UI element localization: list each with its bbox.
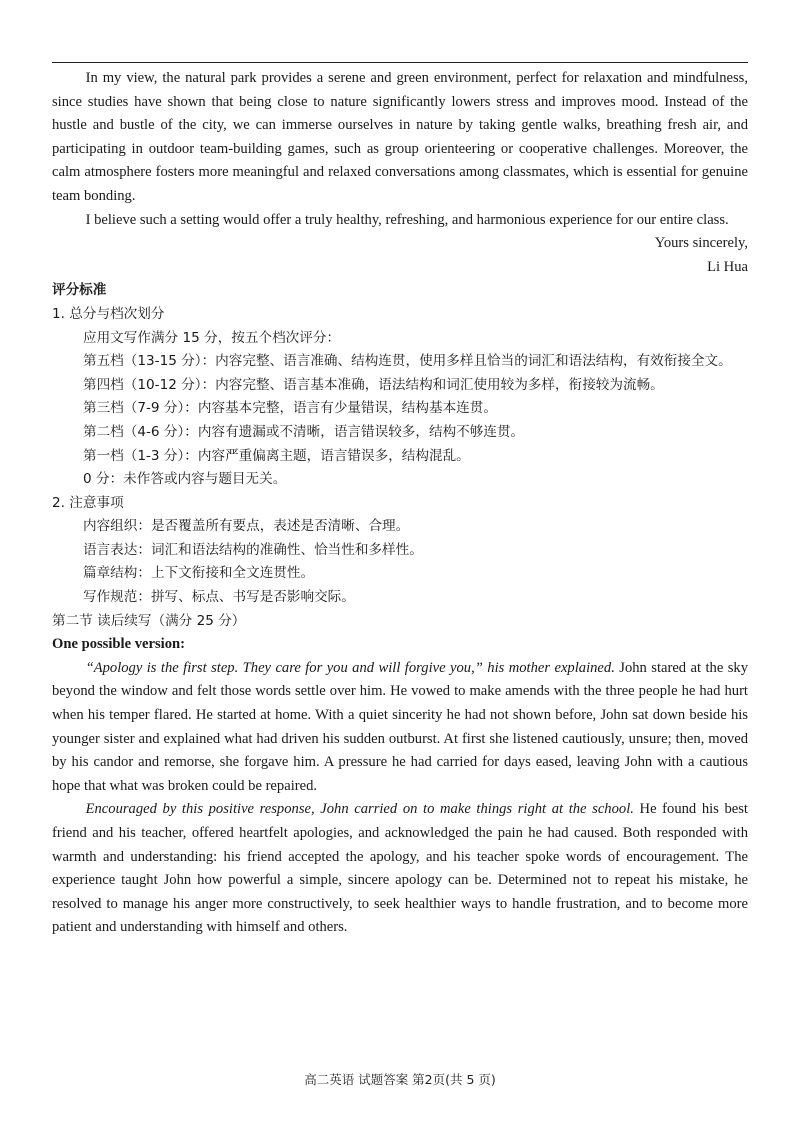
criteria-heading: 评分标准: [52, 282, 107, 299]
criteria-level: 第三档（7-9 分）：内容基本完整，语言有少量错误，结构基本连贯。: [83, 400, 497, 417]
page-content: [52, 67, 748, 940]
criteria-section2-title: 2. 注意事项: [52, 494, 124, 511]
letter-closing: Yours sincerely,: [654, 235, 748, 252]
criteria-note: 篇章结构：上下文衔接和全文连贯性。: [83, 565, 315, 582]
criteria-level: 第四档（10-12 分）：内容完整、语言基本准确，语法结构和词汇使用较为多样，衔接较为流畅。: [83, 376, 664, 393]
criteria-level: 第一档（1-3 分）：内容严重偏离主题，语言错误多，结构混乱。: [83, 447, 470, 464]
criteria-level: 第二档（4-6 分）：内容有遗漏或不清晰，语言错误较多，结构不够连贯。: [83, 423, 525, 440]
letter-signature: Li Hua: [707, 258, 748, 275]
story-p2-text: He found his best friend and his teacher, offered heartfelt apologies, and acknowledged the pain he had caused. Both responded with warmth and understanding: his friend accepted the apology, and his teacher spoke words of encouragement. The experience taught John how powerful a simple, sincere apology can be. Determined not to repeat his mistake, he resolved to manage his anger more constructively, to seek healthier ways to handle frustration, and to become more patient and understanding with himself and others.: [52, 801, 748, 936]
story-p1-text: John stared at the sky beyond the window and felt those words settle over him. He vowed to make amends with the three people he had hurt when his temper flared. He started at home. With a quiet sincerity he had not shown before, John sat down beside his younger sister and explained what had driven his sudden outburst. At first she listened cautiously, unsure; then, moved by his candor and remorse, she forgave him. A pressure he had carried for days eased, leaving John with a cautious hope that what was broken could be repaired.: [52, 659, 748, 794]
top-rule: [52, 62, 748, 63]
story-paragraph-2: [52, 798, 748, 940]
criteria-note: 语言表达：词汇和语法结构的准确性、恰当性和多样性。: [83, 541, 423, 558]
page-footer: 高二英语 试题答案 第2页(共 5 页): [304, 1072, 496, 1087]
criteria-note: 内容组织：是否覆盖所有要点，表述是否清晰、合理。: [83, 518, 410, 535]
story-p2-italic: Encouraged by this positive response, John carried on to make things right at the school.: [85, 801, 634, 818]
section2-title: 第二节 读后续写（满分 25 分）: [52, 612, 246, 629]
criteria-section1-title: 1. 总分与档次划分: [52, 305, 165, 322]
criteria-level: 第五档（13-15 分）：内容完整、语言准确、结构连贯，使用多样且恰当的词汇和语法结构，有效衔接全文。: [83, 353, 732, 370]
criteria-level: 0 分：未作答或内容与题目无关。: [83, 471, 287, 488]
story-p1-italic: “Apology is the first step. They care for you and will forgive you,” his mother explained.: [85, 659, 615, 676]
letter-paragraph: In my view, the natural park provides a serene and green environment, perfect for relaxation and mindfulness, since studies have shown that being close to nature significantly lowers stress and improves mood. Instead of the hustle and bustle of the city, we can immerse ourselves in nature by taking gentle walks, breathing fresh air, and participating in outdoor team-building games, such as group orienteering or cooperative challenges. Moreover, the calm atmosphere fosters more meaningful and relaxed conversations among classmates, which is essential for genuine team bonding.: [52, 70, 748, 204]
version-label: One possible version:: [52, 636, 185, 653]
story-paragraph-1: [52, 657, 748, 799]
criteria-note: 写作规范：拼写、标点、书写是否影响交际。: [83, 589, 355, 606]
letter-paragraph: I believe such a setting would offer a truly healthy, refreshing, and harmonious experience for our entire class.: [85, 211, 729, 228]
criteria-intro: 应用文写作满分 15 分，按五个档次评分：: [83, 329, 341, 346]
